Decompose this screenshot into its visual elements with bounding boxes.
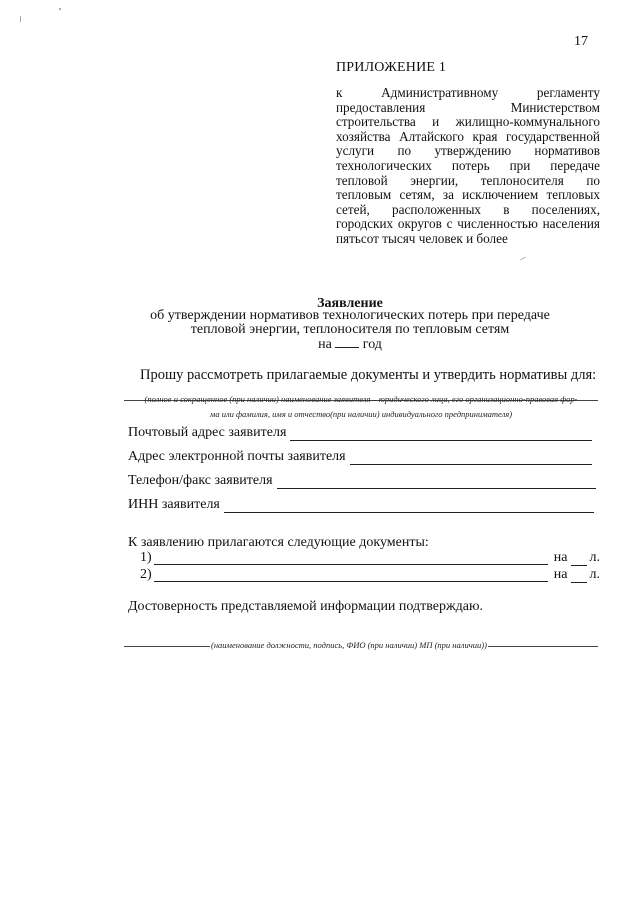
phone-fax-label: Телефон/факс заявителя bbox=[128, 473, 273, 488]
applicant-hint-line-1: (полное и сокращенное (при наличии) наименование заявителя – юридического лица, его организационно-правовая фор- bbox=[144, 394, 578, 404]
appendix-title: ПРИЛОЖЕНИЕ 1 bbox=[336, 60, 447, 75]
phone-fax-line[interactable] bbox=[277, 476, 596, 489]
request-text: Прошу рассмотреть прилагаемые документы и утвердить нормативы для: bbox=[140, 367, 597, 383]
document-row-number: 1) bbox=[140, 550, 152, 565]
subheading-line-2: тепловой энергии, теплоносителя по тепловым сетям bbox=[190, 322, 510, 337]
postal-address-label: Почтовый адрес заявителя bbox=[128, 425, 287, 440]
document-row[interactable] bbox=[140, 567, 600, 583]
year-suffix: год bbox=[362, 337, 382, 352]
email-label: Адрес электронной почты заявителя bbox=[128, 449, 346, 464]
documents-title: К заявлению прилагаются следующие документы: bbox=[128, 535, 429, 550]
document-row-line[interactable] bbox=[154, 554, 548, 565]
document-row[interactable] bbox=[140, 550, 600, 566]
document-row-na: на bbox=[553, 567, 568, 582]
phone-fax-field[interactable] bbox=[128, 471, 596, 489]
statement-subheading bbox=[100, 309, 600, 337]
page-number: 17 bbox=[574, 34, 588, 49]
document-row-na: на bbox=[553, 550, 568, 565]
signature-hint: (наименование должности, подпись, ФИО (при наличии) МП (при наличии)) bbox=[211, 640, 487, 650]
document-row-pages[interactable] bbox=[571, 572, 587, 583]
email-field[interactable] bbox=[128, 447, 592, 465]
document-row-number: 2) bbox=[140, 567, 152, 582]
scan-speck bbox=[20, 16, 21, 22]
inn-field[interactable] bbox=[128, 495, 594, 513]
document-row-line[interactable] bbox=[154, 571, 548, 582]
statement-heading: Заявление bbox=[317, 296, 383, 311]
subheading-line-1: об утверждении нормативов технологических потерь при передаче bbox=[150, 308, 550, 323]
scan-speck bbox=[59, 8, 61, 10]
email-line[interactable] bbox=[350, 452, 592, 465]
scan-speck bbox=[520, 257, 526, 261]
appendix-text: к Административному регламенту предоставления Министерством строительства и жилищно-коммунального хозяйства Алтайского края государственной услуги по утверждению нормативов технологических потерь при передаче тепловой энергии, теплоносителя по тепловым сетям, за исключением тепловых сетей, расположенных в поселениях, городских округов с численностью населения пятьсот тысяч человек и более bbox=[336, 85, 600, 246]
applicant-hint bbox=[124, 392, 598, 422]
document-row-pages[interactable] bbox=[571, 555, 587, 566]
year-blank[interactable] bbox=[335, 336, 359, 348]
postal-address-field[interactable] bbox=[128, 423, 592, 441]
year-line bbox=[100, 336, 600, 353]
confirmation-text: Достоверность представляемой информации подтверждаю. bbox=[128, 599, 483, 614]
applicant-hint-line-2: ма или фамилия, имя и отчество(при наличии) индивидуального предпринимателя) bbox=[209, 409, 513, 419]
document-row-l: л. bbox=[589, 567, 600, 582]
postal-address-line[interactable] bbox=[290, 428, 592, 441]
inn-line[interactable] bbox=[224, 500, 594, 513]
year-prefix: на bbox=[318, 337, 332, 352]
inn-label: ИНН заявителя bbox=[128, 497, 220, 512]
document-row-l: л. bbox=[589, 550, 600, 565]
